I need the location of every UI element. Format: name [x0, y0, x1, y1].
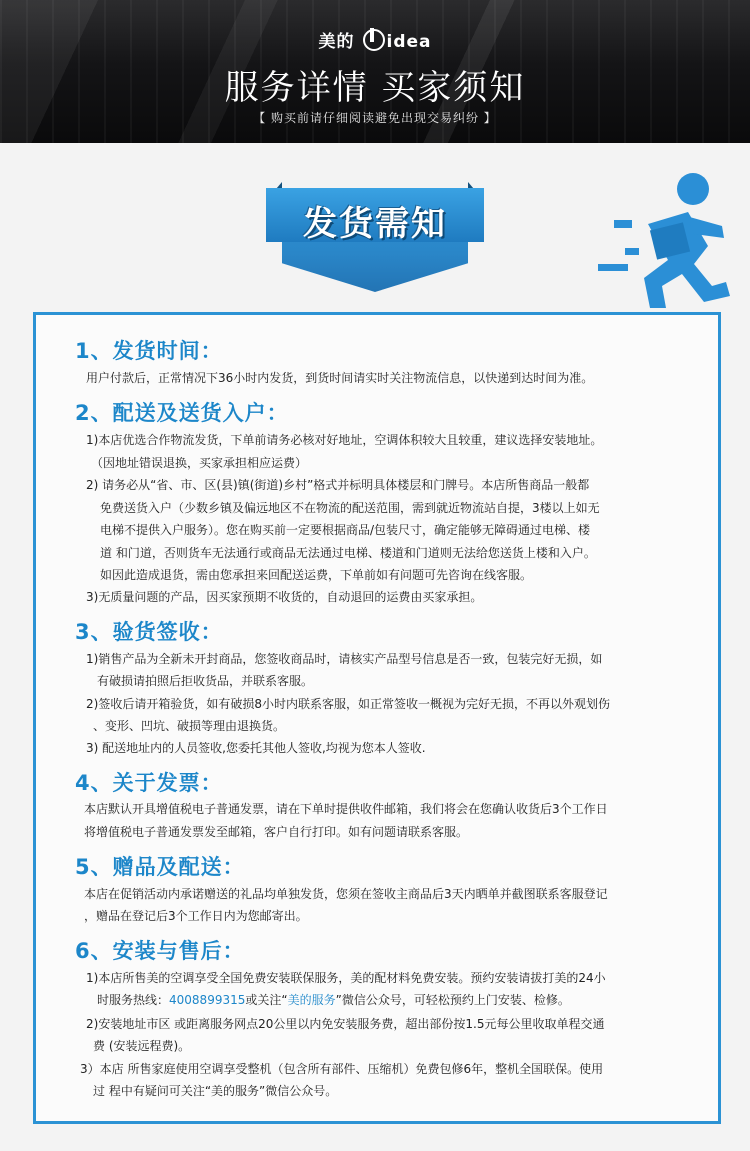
section-text: 费 (安装远程费)。 — [93, 1039, 191, 1053]
section-text: 用户付款后，正常情况下36小时内发货，到货时间请实时关注物流信息，以快递到达时间为准。 — [86, 371, 594, 385]
section-text: 、变形、凹坑、破损等理由退换货。 — [93, 719, 286, 733]
section-heading-gifts: 5、赠品及配送： — [75, 855, 245, 879]
section-heading-shipping-time: 1、发货时间： — [75, 339, 223, 363]
section-text: 3）本店 所售家庭使用空调享受整机（包含所有部件、压缩机）免费包修6年，整机全国联保。使用 — [80, 1062, 604, 1076]
section-text: 本店默认开具增值税电子普通发票，请在下单时提供收件邮箱，我们将会在您确认收货后3个工作日 — [84, 802, 608, 816]
midea-logo-icon — [363, 29, 385, 51]
section-text: 1)本店优选合作物流发货，下单前请务必核对好地址，空调体积较大且较重，建议选择安装地址。 — [86, 433, 603, 447]
section-text: 1)本店所售美的空调享受全国免费安装联保服务，美的配材料免费安装。预约安装请拔打美的24小 — [86, 971, 606, 985]
hotline-prefix: 时服务热线： — [97, 993, 170, 1007]
section-text: 免费送货入户（少数乡镇及偏远地区不在物流的配送范围，需到就近物流站自提，3楼以上如无 — [100, 501, 600, 515]
section-text: 如因此造成退货，需由您承担来回配送运费，下单前如有问题可先咨询在线客服。 — [100, 568, 533, 582]
section-text: 电梯不提供入户服务）。您在购买前一定要根据商品/包装尺寸，确定能够无障碍通过电梯、楼 — [100, 523, 591, 537]
hotline-mid: 或关注“ — [245, 993, 288, 1007]
brand-cn: 美的 — [318, 32, 355, 52]
section-text: 2)签收后请开箱验货，如有破损8小时内联系客服，如正常签收一概视为完好无损，不再以外观划伤 — [86, 697, 610, 711]
section-text: ，赠品在登记后3个工作日内为您邮寄出。 — [84, 909, 308, 923]
section-text: 道 和门道，否则货车无法通行或商品无法通过电梯、楼道和门道则无法给您送货上楼和入户。 — [100, 546, 596, 560]
section-text: 将增值税电子普通发票发至邮箱，客户自行打印。如有问题请联系客服。 — [84, 825, 469, 839]
wechat-account: 美的服务 — [287, 993, 336, 1007]
section-heading-installation: 6、安装与售后： — [75, 939, 245, 963]
hotline-phone: 4008899315 — [169, 993, 246, 1007]
brand-logo — [0, 27, 750, 52]
section-heading-invoice: 4、关于发票： — [75, 771, 223, 795]
hotline-suffix: ”微信公众号，可轻松预约上门安装、检修。 — [335, 993, 570, 1007]
header-banner — [0, 0, 750, 143]
page-subtitle: 【 购买前请仔细阅读避免出现交易纠纷 】 — [253, 111, 497, 125]
section-text: 2)安装地址市区 或距离服务网点20公里以内免安装服务费，超出部份按1.5元每公里收取单程交通 — [86, 1017, 605, 1031]
section-text: 过 程中有疑问可关注“美的服务”微信公众号。 — [93, 1084, 338, 1098]
section-text: （因地址错误退换，买家承担相应运费） — [91, 456, 308, 470]
ribbon-badge — [270, 182, 480, 294]
section-text: 3)无质量问题的产品，因买家预期不收货的，自动退回的运费由买家承担。 — [86, 590, 483, 604]
section-text: 有破损请拍照后拒收货品，并联系客服。 — [97, 674, 314, 688]
section-text: 2) 请务必从“省、市、区(县)镇(街道)乡村”格式并标明具体楼层和门牌号。本店所售商品一般都 — [86, 478, 590, 492]
brand-en: idea — [386, 32, 432, 52]
section-text: 1)销售产品为全新未开封商品，您签收商品时，请核实产品型号信息是否一致，包装完好无损，如 — [86, 652, 603, 666]
section-heading-inspection: 3、验货签收： — [75, 620, 223, 644]
section-heading-delivery: 2、配送及送货入户： — [75, 401, 289, 425]
runner-with-box-icon — [590, 168, 740, 313]
hotline-line — [97, 988, 570, 1012]
ribbon-title: 发货需知 — [303, 204, 447, 244]
section-text: 本店在促销活动内承诺赠送的礼品均单独发货，您须在签收主商品后3天内晒单并截图联系客服登记 — [84, 887, 608, 901]
section-text: 3) 配送地址内的人员签收,您委托其他人签收,均视为您本人签收. — [86, 741, 426, 755]
page-title: 服务详情 买家须知 — [224, 68, 526, 108]
